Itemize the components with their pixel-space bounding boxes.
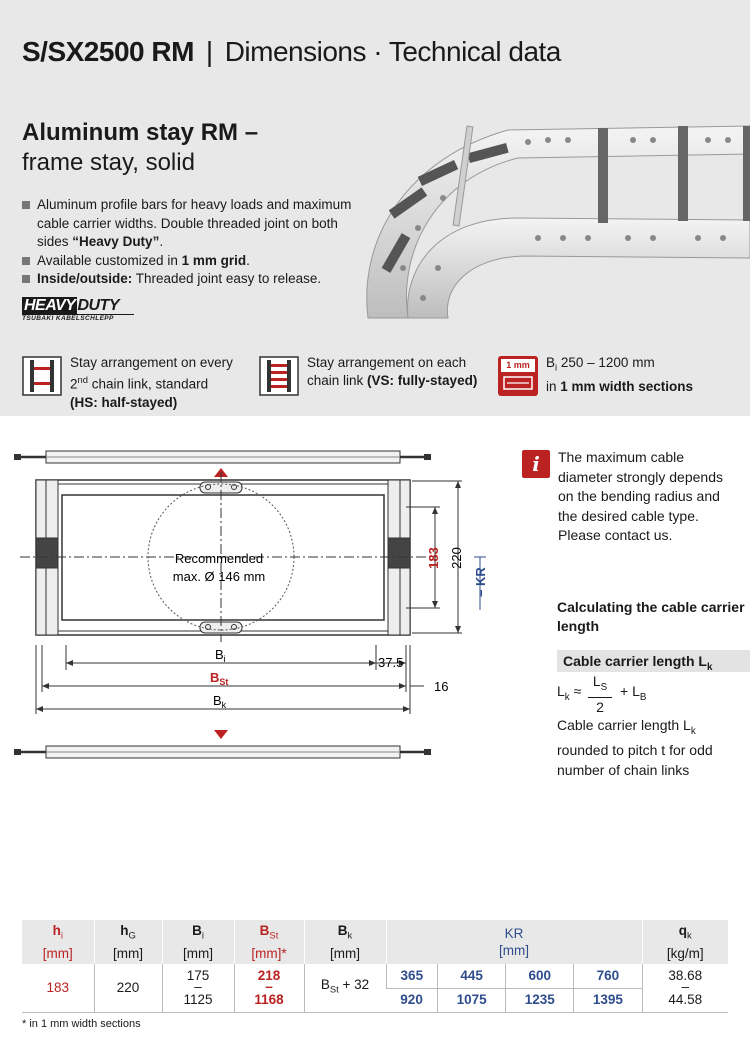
dim-kr	[473, 557, 488, 610]
cell-qk: 38.68 – 44.58	[642, 964, 728, 1012]
formula-lhs: $L_k$ ≈	[557, 683, 582, 703]
formula-rhs: + $L_B$	[620, 683, 647, 703]
width-range: 250 – 1200 mm	[557, 355, 655, 370]
heavy-duty-logo	[22, 297, 134, 322]
stay-heading-sub: frame stay, solid	[22, 149, 195, 176]
footnote: * in 1 mm width sections	[22, 1018, 141, 1030]
formula-numerator: $L_S$	[588, 672, 612, 698]
logo-word-heavy: HEAVY	[24, 297, 76, 314]
feature-list	[22, 196, 362, 289]
arrangement-code: 1 mm width sections	[560, 378, 694, 394]
cell-kr: 1235	[506, 988, 574, 1012]
arrangement-code: (HS: half-stayed)	[70, 394, 178, 410]
arrangement-line	[546, 378, 693, 396]
feature-text: Aluminum profile bars for heavy loads and maximum cable carrier widths. Double threaded joint on both sides	[37, 197, 352, 249]
col-hg: $h_G$ [mm]	[94, 920, 162, 964]
dim-bst-label: $B_{St}$	[210, 670, 229, 687]
width-grid-icon	[498, 356, 538, 396]
stay-arrangement-row	[0, 340, 750, 416]
arrangement-line	[546, 354, 693, 378]
technical-data-table	[22, 920, 728, 1013]
dim-bk-label: $B_k$	[213, 693, 227, 710]
dim-375-value: 37.5	[378, 655, 404, 670]
product-name: S/SX2500 RM	[22, 36, 194, 67]
cell-kr: 920	[386, 988, 438, 1012]
feature-item	[22, 252, 362, 271]
arrangement-text: chain link	[307, 373, 368, 388]
fully-stayed-icon	[259, 356, 299, 396]
ordinal-suffix: nd	[77, 375, 89, 386]
dim-bi-label: $B_i$	[215, 647, 226, 664]
cell-bk: $B_{St} + 32$	[304, 964, 386, 1012]
cell-kr: 365	[386, 964, 438, 988]
feature-bold: 1 mm grid	[181, 252, 247, 268]
feature-item	[22, 196, 362, 252]
cell-bi: 175 – 1125	[162, 964, 234, 1012]
calc-heading: Calculating the cable carrier length	[557, 599, 745, 634]
dimension-drawing	[0, 430, 505, 760]
arrangement-line	[70, 372, 233, 394]
calc-note: Cable carrier length $L_k$ rounded to pitch t for odd number of chain links	[557, 717, 713, 778]
bottom-direction-arrow	[214, 730, 228, 739]
arrangement-text: in	[546, 378, 561, 394]
feature-bold: “Heavy Duty”	[72, 234, 160, 249]
info-icon: i	[522, 450, 550, 478]
calc-bar-sub: k	[706, 661, 713, 673]
cable-carrier-photo	[348, 118, 750, 328]
arrangement-line	[307, 372, 477, 390]
arrangement-text: chain link, standard	[88, 376, 209, 392]
page-title	[22, 36, 561, 68]
col-bst: $B_{St}$ [mm]*	[234, 920, 304, 964]
col-qk: $q_k$ [kg/m]	[642, 920, 728, 964]
feature-bold: Inside/outside:	[37, 271, 133, 286]
half-stayed-icon	[22, 356, 62, 396]
width-sections-text	[546, 354, 693, 396]
top-bar	[14, 451, 431, 463]
col-bk: $B_k$ [mm]	[304, 920, 386, 964]
cell-kr: 1075	[438, 988, 506, 1012]
bi-symbol: B	[546, 355, 556, 370]
stay-heading-main: Aluminum stay RM –	[22, 119, 259, 146]
dim-kr-value: – KR	[473, 567, 488, 597]
logo-word-duty: DUTY	[77, 297, 119, 314]
feature-text: Available customized in	[37, 252, 182, 268]
formula-denominator: 2	[596, 698, 604, 715]
col-hi: $h_i$ [mm]	[22, 920, 94, 964]
dim-bi	[66, 645, 376, 670]
arrangement-line: Stay arrangement on each	[307, 355, 467, 370]
arrangement-full-text	[307, 354, 477, 390]
dim-16	[410, 679, 448, 694]
cell-kr: 600	[506, 964, 574, 988]
length-formula	[557, 672, 747, 714]
cell-kr: 1395	[574, 988, 642, 1012]
ordinal-number: 2	[70, 376, 78, 392]
cell-hi: 183	[22, 964, 94, 1012]
arrangement-code: (VS: fully-stayed)	[367, 373, 478, 388]
cell-hg: 220	[94, 964, 162, 1012]
cell-kr: 760	[574, 964, 642, 988]
width-grid-badge: 1 mm	[501, 359, 535, 372]
col-kr: KR [mm]	[386, 920, 642, 964]
arrangement-half-text	[70, 354, 233, 412]
dim-16-value: 16	[434, 679, 449, 694]
dim-hg-value: 220	[449, 547, 464, 569]
cell-bst: 218 – 1168	[234, 964, 304, 1012]
stay-heading	[22, 118, 258, 178]
dim-hi-value: 183	[426, 547, 441, 569]
arrangement-line: Stay arrangement on every	[70, 355, 233, 370]
feature-item	[22, 270, 362, 289]
feature-text: .	[246, 252, 250, 268]
bi-subscript: i	[555, 362, 558, 374]
formula-fraction	[588, 672, 612, 716]
max-diameter-label: max. Ø 146 mm	[172, 569, 266, 584]
section-name: Dimensions · Technical data	[224, 36, 561, 67]
cell-kr: 445	[438, 964, 506, 988]
cable-diameter-note: The maximum cable diameter strongly depends on the bending radius and the desired cable type. Please contact us.	[558, 449, 723, 543]
feature-text: .	[159, 234, 164, 249]
recommended-label: Recommended	[174, 551, 264, 566]
col-bi: $B_i$ [mm]	[162, 920, 234, 964]
calc-formula-bar	[557, 650, 750, 672]
calc-bar-label: Cable carrier length L	[563, 653, 707, 669]
feature-text: Threaded joint easy to release.	[132, 271, 322, 286]
bottom-bar	[14, 746, 431, 758]
dim-bst	[42, 645, 406, 692]
logo-subtitle: TSUBAKI KABELSCHLEPP	[22, 314, 134, 322]
title-separator: |	[205, 36, 213, 67]
